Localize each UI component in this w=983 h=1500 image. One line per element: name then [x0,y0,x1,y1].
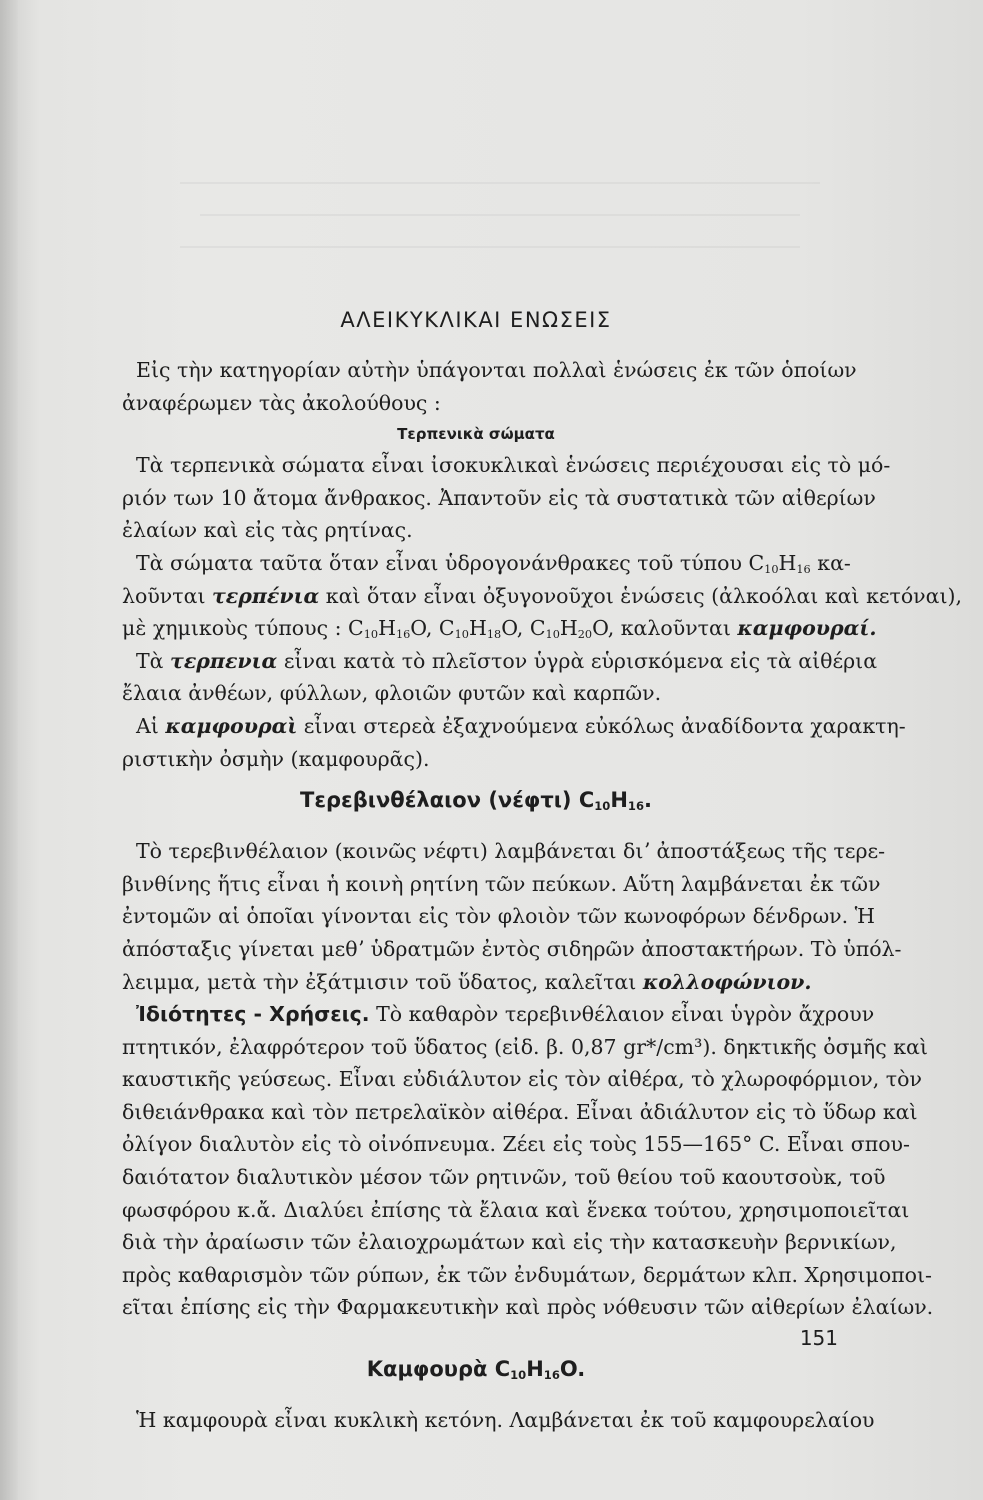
heading-turpentine: Τερεβινθέλαιον (νέφτι) $C_{10}H_{16}$. [300,788,652,813]
term-camphors: καμφουραί. [737,616,877,641]
para6-line: εῖται ἐπίσης εἰς τὴν Φαρμακευτικὴν καὶ πρὸς νόθευσιν τῶν αἰθερίων ἐλαίων. [122,1295,934,1320]
subheading-terpenes: Τερπενικὰ σώματα [397,425,555,444]
para6-line: ὀλίγον διαλυτὸν εἰς τὸ οἰνόπνευμα. Ζέει εἰς τοὺς 155—165° C. Εἶναι σπου- [122,1132,910,1157]
para3-line: ἔλαια ἀνθέων, φύλλων, φλοιῶν φυτῶν καὶ καρπῶν. [122,681,662,706]
term-colophony: κολλοφώνιον. [642,969,812,994]
para2-line: λοῦνται τερπένια καὶ ὅταν εἶναι ὀξυγονοῦχοι ἑνώσεις (ἀλκοόλαι καὶ κετόναι), [122,583,963,608]
para2-line: μὲ χημικοὺς τύπους : $C_{10}H_{16}O$, $C_{10}H_{18}O$, $C_{10}H_{20}O$, καλοῦνται καμφουραί. [122,616,877,641]
page-number: 151 [799,1326,838,1350]
para6-line: δαιότατον διαλυτικὸν μέσον τῶν ρητινῶν, τοῦ θείου τοῦ καουτσοὺκ, τοῦ [122,1165,886,1190]
term-terpenes: τερπένια [212,583,320,608]
para6-line: διθειάνθρακα καὶ τὸν πετρελαϊκὸν αἰθέρα. Εἶναι ἀδιάλυτον εἰς τὸ ὕδωρ καὶ [122,1099,918,1124]
para4-line: ριστικὴν ὀσμὴν (καμφουρᾶς). [122,746,430,771]
para5-line: λειμμα, μετὰ τὴν ἐξάτμισιν τοῦ ὕδατος, καλεῖται κολλοφώνιον. [122,969,812,994]
properties-label: Ἰδιότητες - Χρήσεις. [136,1002,370,1027]
para6-line: πρὸς καθαρισμὸν τῶν ρύπων, ἐκ τῶν ἐνδυμάτων, δερμάτων κλπ. Χρησιμοποι- [122,1262,932,1287]
para2-line: Τὰ σώματα ταῦτα ὅταν εἶναι ὑδρογονάνθρακες τοῦ τύπου $C_{10}H_{16}$ κα- [136,550,851,576]
para6-line: φωσφόρου κ.ἄ. Διαλύει ἐπίσης τὰ ἔλαια καὶ ἕνεκα τούτου, χρησιμοποιεῖται [122,1197,910,1222]
para6-line: Ἰδιότητες - Χρήσεις. Τὸ καθαρὸν τερεβινθέλαιον εἶναι ὑγρὸν ἄχρουν [136,1002,875,1027]
para7-line: Ἡ καμφουρὰ εἶναι κυκλικὴ κετόνη. Λαμβάνεται ἐκ τοῦ καμφουρελαίου [136,1408,875,1433]
para5-line: Τὸ τερεβινθέλαιον (κοινῶς νέφτι) λαμβάνεται διʼ ἀποστάξεως τῆς τερε- [136,839,886,864]
para1-line: ριόν των 10 ἄτομα ἄνθρακος. Ἀπαντοῦν εἰς τὰ συστατικὰ τῶν αἰθερίων [122,485,876,510]
para5-line: ἐντομῶν αἱ ὁποῖαι γίνονται εἰς τὸν φλοιὸν τῶν κωνοφόρων δένδρων. Ἡ [122,904,875,929]
para5-line: ἀπόσταξις γίνεται μεθʼ ὑδρατμῶν ἐντὸς σιδηρῶν ἀποστακτήρων. Τὸ ὑπόλ- [122,936,902,961]
para1-line: Τὰ τερπενικὰ σώματα εἶναι ἰσοκυκλικαὶ ἑνώσεις περιέχουσαι εἰς τὸ μό- [136,453,891,478]
body-text [122,298,963,1437]
para6-line: διὰ τὴν ἀραίωσιν τῶν ἐλαιοχρωμάτων καὶ εἰς τὴν κατασκευὴν βερνικίων, [122,1230,897,1255]
show-through [180,246,800,248]
para1-line: ἐλαίων καὶ εἰς τὰς ρητίνας. [122,518,413,543]
para6-line: πτητικόν, ἐλαφρότερον τοῦ ὕδατος (εἰδ. β. 0,87 gr*/cm³). δηκτικῆς ὀσμῆς καὶ [122,1034,928,1059]
show-through [200,214,800,216]
para4-line: Αἱ καμφουραὶ εἶναι στερεὰ ἐξαχνούμενα εὐκόλως ἀναδίδοντα χαρακτη- [136,713,906,738]
intro-line: ἀναφέρωμεν τὰς ἀκολούθους : [122,390,441,415]
page-spine [0,0,18,1500]
para6-line: καυστικῆς γεύσεως. Εἶναι εὐδιάλυτον εἰς τὸν αἰθέρα, τὸ χλωροφόρμιον, τὸν [122,1067,922,1092]
page-title: ΑΛΕΙΚΥΚΛΙΚΑΙ ΕΝΩΣΕΙΣ [340,308,612,332]
intro-line: Εἰς τὴν κατηγορίαν αὐτὴν ὑπάγονται πολλαὶ ἑνώσεις ἐκ τῶν ὁποίων [136,358,857,382]
heading-camphor: Καμφουρὰ $C_{10}H_{16}O$. [366,1357,586,1382]
para3-line: Τὰ τερπενια εἶναι κατὰ τὸ πλεῖστον ὑγρὰ εὑρισκόμενα εἰς τὰ αἰθέρια [136,648,878,673]
para5-line: βινθίνης ἥτις εἶναι ἡ κοινὴ ρητίνη τῶν πεύκων. Αὕτη λαμβάνεται ἐκ τῶν [122,871,881,896]
show-through [180,182,820,184]
